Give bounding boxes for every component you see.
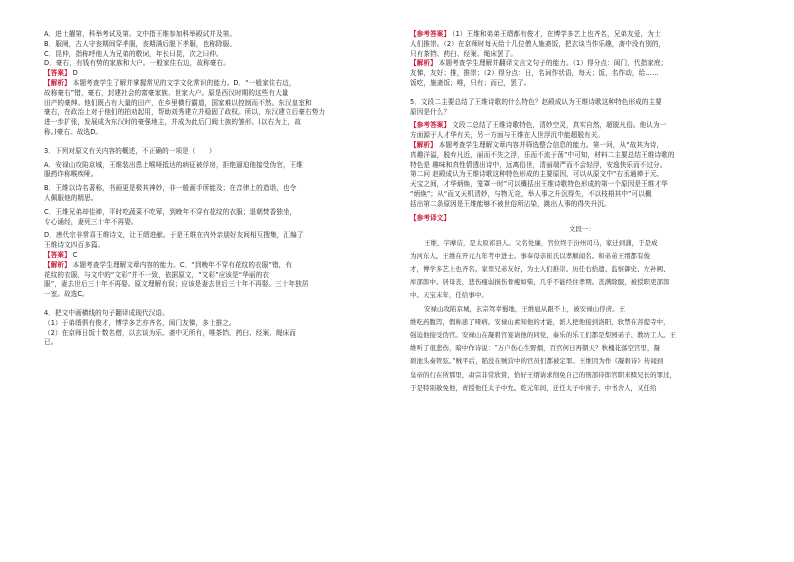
q4-item-2: （2）在京师日饭十数名僧，以玄谈为乐。斋中无所有，唯茶铛、药臼、经案、绳床而 [44,328,296,337]
translation-line: 皇帝的行在所那里，肃宗非常欣赏，恰好王缙请求削免自己的刑部侍郎官职来赎兄长的罪过， [410,370,677,379]
q4-stem: 4．把文中画横线的句子翻译成现代汉语。 [44,308,169,317]
translation-line: 才，博学多艺上也齐名。家里兄弟友好，为士人们推崇。历任右拾遗、监察御史、左补阙、 [410,264,670,273]
q4-analysis-line: 友悌，友好；推，推崇；（2）得分点：日，名词作状语，每天；饭，名作动，给…… [410,69,659,78]
q3-analysis-line: 一室。故选C。 [44,290,89,299]
q3-option-c: C．王维兄弟却佳禅，平时吃蔬菜不吃荤，到晚年不穿有花纹的衣服；退朝焚香独坐， [44,207,297,216]
q4-analysis-line: 【解析】 本题考查学生理解并翻译文言文句子的能力。（1）得分点：闺门，代指家庭； [410,59,668,68]
q3-answer [44,251,380,261]
translation-line: 强迫他接受伪官。安禄山在凝碧宫宴请他的同党，奏乐的乐工们都是梨园弟子、教坊工人。王 [410,330,677,339]
analysis-tag: 【解析】 [410,140,437,149]
option-d: D．豪右，有钱有势的家族和大户。一般家住右边，故称豪右。 [44,59,230,68]
q4-reference-line: 只有茶铛、药臼、经案、绳床罢了。 [410,49,518,58]
q5-analysis-line: “炳焕”；从“而又天机清妙，与物无竞，举人事之升沉得失，不以枝梧其中”可以概 [410,189,652,198]
answer-value: D [72,69,78,78]
translation-line: 维吃药腹泻，假称患了哑病。安禄山素知他的才能，派人把他接到洛阳，软禁在菩提寺中， [410,317,670,326]
q3-analysis-line: 花纹的衣服，与文中的“文彩”并不一致，依据原文，“文彩”应该是“华丽的衣 [44,270,270,279]
q5-analysis-line: 【解析】 本题考查学生理解文章内容并筛选整合信息的能力。第一问，从“故其为诗， [410,140,664,149]
q3-option-d: D．唐代宗非常喜王维诗文，让王缙进献。于是王维在内外亲朋好友间相互搜集，汇编了 [44,231,304,240]
q2-analysis-line: 进一步扩张，发展成为东汉时的豪强地主，并成为此后门阀士族的雏形。(以右为上，故 [44,118,302,127]
translation-line: 于是特别赦免他，责授他任太子中允。乾元年间，迁任太子中庶子、中书舍人，又任给 [410,383,657,392]
analysis-tag: 【解析】 [410,59,437,68]
q2-analysis-line: 豪右，在政治上对于他们的拍劝起用，帮助刘秀建立并稳固了政权。所以，东汉建立后豪右势力 [44,108,326,117]
q5-stem: 原因是什么？ [410,107,451,116]
translation-line: 为河东人。王维在开元九年考中进士。事奉母亲崔氏以孝顺闻名。和弟弟王缙都有俊 [410,251,651,260]
right-column [410,30,754,395]
q4-analysis-line: 饭吃，施斋饭；唯，只有；而已，罢了。 [410,78,531,87]
translation-line: 中。天宝末年，任给事中。 [410,291,488,300]
translation-line: 安禄山攻陷京城，玄宗驾幸蜀地，王维扈从跟不上，被安禄山俘虏。王 [424,304,626,313]
left-column [44,30,380,348]
translation-tag: 【参考译文】 [410,213,451,222]
answer-value: C [72,250,78,259]
q5-analysis-line: 特色是 趣味和真性情透出诗中，远离俗世，清丽端严而不会轻浮，安逸快乐而不过分。 [410,160,667,169]
q5-analysis-line: 括出第二条原因是王维能够不被世俗所沾染，跳出人事的得失升沉。 [410,199,611,208]
q2-analysis-line: 称。)豪右。故选D。 [44,127,103,136]
q3-stem: 3．下列对原文有关内容的概述，不正确的一项是（ ） [44,146,216,155]
option-c: C．昆仲，指称呼他人为兄弟的敬词，年长曰昆，次之曰仲。 [44,49,223,58]
q4-reference-line: 人们推崇。（2）在京师时每天给十几位僧人施斋饭，把玄谈当作乐趣，斋中没有别的， [410,39,666,48]
reference-answer-tag: 【参考答案】 [410,30,451,38]
analysis-tag: 【解析】 [44,78,71,87]
q2-answer [44,69,380,79]
translation-line: 库部郎中。居母丧，悲伤瘦弱损伤骨瘦如柴，几乎不能经住孝期。丧满除服，被授职吏部郎 [410,278,670,287]
translation-heading: 文段一： [569,225,595,234]
q5-analysis-line: 第二问 赵殿成认为王维诗歌这种特色形成的主要原因，可以从原文中“右丞通禅于元、 [410,170,664,179]
q2-analysis-line: 故称豪右”错，豪右，封建社会的富豪家族、世家大户。原是西汉时期的这些有大量 [44,88,289,97]
q4-item-1: （1）于弟缙俱有俊才，博学多艺亦齐名，闺门友悌，多士推之。 [44,318,236,327]
analysis-tag: 【解析】 [44,260,71,269]
q2-analysis-line: 【解析】 本题考查学生了解并掌握常见的文学文化常识的能力。D．“一般家住右边， [44,78,296,87]
q2-analysis-line: 田产的豪绅。他们既占有大量的田产，在乡里横行霸道，国家难以控制而不然。东汉皇室和 [44,98,312,107]
translation-line: 王维，字摩诘，是太原祁县人。父名处廉，官位终于汾州司马，家迁到蒲，于是成 [424,238,658,247]
q4-item-2: 已。 [44,338,58,347]
q5-analysis-line: 真趣洋溢，脱弃凡近，丽而不失之浮，乐而不流于荡”中可知，材料二主要总结王维诗歌的 [410,150,675,159]
q3-option-c: 专心诵经，妻死三十年不再娶。 [44,217,138,226]
answer-tag: 【答案】 [44,69,71,78]
q3-analysis-line: 【解析】 本题考查学生理解文章内容的能力。C．“到晚年不穿有花纹的衣服”错，有 [44,260,293,269]
q3-analysis-line: 服”，妻去世后三十年不再娶。原文理解有误；应该是妻去世后三十年不再娶。三十年独居 [44,280,309,289]
q3-option-b: 人佩服他的精思。 [44,193,98,202]
q5-reference-line: 方面源于人才华有关，另一方面与王维在人世浮沉中能超脱有关。 [410,131,605,140]
option-a: A．进士擢第，科举考试及第。文中指王维参加科举殿试并及第。 [44,30,237,38]
q5-stem: 5．文段二主要总结了王维诗歌的什么特色？赵殿成认为王维诗歌这种特色形成的主要 [410,97,662,106]
q3-option-d: 王维诗文四百多篇。 [44,241,105,250]
option-b: B．服阕，古人守丧期间穿孝服，丧期满后脱下孝服，也称除服。 [44,39,237,48]
q5-reference-answer: 【参考答案】 文段二总结了王维诗歌特色，清妙空灵，真实自然，超脱凡俗。他认为一 [410,121,667,130]
q3-option-a: 服药诈称喉疾哑。 [44,170,98,179]
q3-option-a: A．安禄山攻陷京城，王维装出患上喉哑抵达的病征被俘房，拒绝逼迫他接受伪官，王维 [44,160,303,169]
q4-reference-answer: 【参考答案】 （1）王维和弟弟王缙都有俊才，在博学多艺上也齐名，兄弟友爱，为士 [410,30,661,38]
answer-tag: 【答案】 [44,250,71,259]
translation-line: 碧池头奏管弦。”贼平后，陷没在贼营中的官员们都被定罪。王维因为作《凝碧诗》传闻到 [410,357,664,366]
translation-label [410,214,754,224]
q3-option-b: B．王维以诗名著称，书画更是极其神妙，非一般画手所能及；在音律上的造诣，也令 [44,184,297,193]
q5-analysis-line: 天宝之间，才华炳焕，笼罩一时”可以概括出王维诗歌特色形成的第一个原因是王维才华 [410,180,668,189]
reference-answer-tag: 【参考答案】 [410,121,451,130]
translation-line: 维听了很悲伤，暗中作诗说：“万户伤心生野烟，百官何日再朝天？秋槐花落空宫里，凝 [410,344,661,353]
